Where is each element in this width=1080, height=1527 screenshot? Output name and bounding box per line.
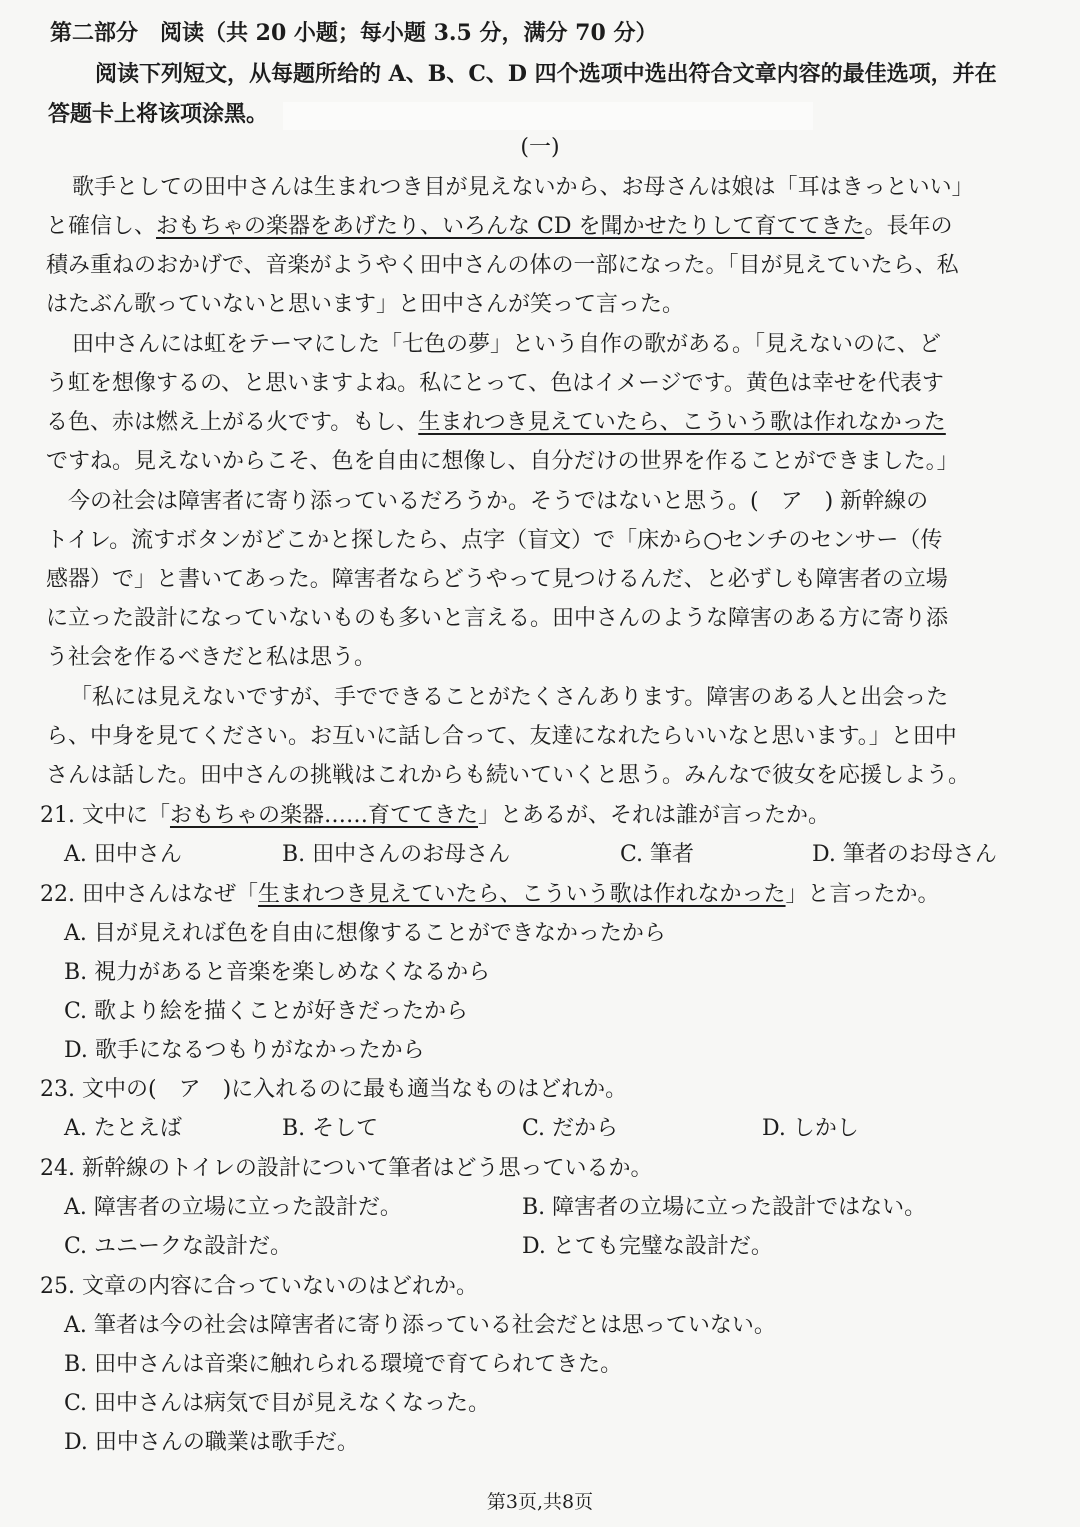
question-23: 23. 文中の( ア )に入れるのに最も適当なものはどれか。 — [40, 1077, 628, 1102]
p2-line-2: う虹を想像するの、と思いますよね。私にとって、色はイメージです。黄色は幸せを代表す — [46, 371, 944, 396]
p3-line-1: 今の社会は障害者に寄り添っているだろうか。そうではないと思う。( ア ) 新幹線の — [68, 489, 929, 514]
q25-option-b: B. 田中さんは音楽に触れられる環境で育てられてきた。 — [64, 1352, 623, 1377]
q23-option-a: A. たとえば — [64, 1116, 182, 1141]
p4-line-3: さんは話した。田中さんの挑戦はこれからも続いていくと思う。みんなで彼女を応援しよう。 — [46, 763, 971, 788]
q22-option-b: B. 視力があると音楽を楽しめなくなるから — [64, 960, 491, 985]
q22-option-c: C. 歌より絵を描くことが好きだったから — [64, 999, 469, 1024]
question-21: 21. 文中に「おもちゃの楽器……育ててきた」とあるが、それは誰が言ったか。 — [40, 803, 831, 828]
section-label: (一) — [520, 135, 560, 160]
p3-line-2: トイレ。流すボタンがどこかと探したら、点字（盲文）で「床から○センチのセンサー（传 — [46, 528, 943, 553]
p2-line-3: る色、赤は燃え上がる火です。もし、生まれつき見えていたら、こういう歌は作れなかった — [46, 410, 946, 435]
p1-line-1: 歌手としての田中さんは生まれつき目が見えないから、お母さんは娘は「耳はきっといい」 — [72, 175, 974, 200]
page-number: 第3页,共8页 — [486, 1491, 594, 1513]
q21-underlined-quote: おもちゃの楽器……育ててきた — [169, 803, 478, 828]
part-title: 第二部分 阅读（共 20 小题；每小题 3.5 分，满分 70 分） — [50, 20, 658, 46]
p4-line-2: ら、中身を見てください。お互いに話し合って、友達になれたらいいなと思います。」と田中 — [46, 724, 957, 749]
p1-line-4: はたぶん歌っていないと思います」と田中さんが笑って言った。 — [46, 292, 685, 317]
question-22: 22. 田中さんはなぜ「生まれつき見えていたら、こういう歌は作れなかった」と言ったか。 — [40, 882, 940, 907]
question-24: 24. 新幹線のトイレの設計について筆者はどう思っているか。 — [40, 1156, 653, 1181]
q24-option-c: C. ユニークな設計だ。 — [64, 1234, 293, 1259]
redaction-blank — [283, 102, 813, 130]
q25-option-d: D. 田中さんの職業は歌手だ。 — [64, 1430, 359, 1455]
p3-line-5: う社会を作るべきだと私は思う。 — [46, 645, 377, 670]
p3-line-4: に立った設計になっていないものも多いと言える。田中さんのような障害のある方に寄り添 — [46, 606, 949, 631]
p4-line-1: 「私には見えないですが、手でできることがたくさんあります。障害のある人と出会った — [70, 685, 949, 710]
p2-line-4: ですね。見えないからこそ、色を自由に想像し、自分だけの世界を作ることができました。」 — [46, 449, 959, 474]
q25-option-a: A. 筆者は今の社会は障害者に寄り添っている社会だとは思っていない。 — [64, 1313, 776, 1338]
q23-option-b: B. そして — [282, 1116, 379, 1141]
q21-option-a: A. 田中さん — [64, 842, 182, 867]
q21-option-b: B. 田中さんのお母さん — [282, 842, 511, 867]
underlined-phrase-2: 生まれつき見えていたら、こういう歌は作れなかった — [418, 410, 946, 435]
q21-option-c: C. 筆者 — [620, 842, 695, 867]
p3-line-3: 感器）で」と書いてあった。障害者ならどうやって見つけるんだ、と必ずしも障害者の立場 — [46, 567, 948, 592]
q22-option-a: A. 目が見えれば色を自由に想像することができなかったから — [64, 921, 666, 946]
q24-option-d: D. とても完璧な設計だ。 — [522, 1234, 773, 1259]
question-25: 25. 文章の内容に合っていないのはどれか。 — [40, 1274, 478, 1299]
q22-underlined-quote: 生まれつき見えていたら、こういう歌は作れなかった — [257, 882, 786, 907]
q24-option-a: A. 障害者の立場に立った設計だ。 — [64, 1195, 402, 1220]
underlined-phrase-1: おもちゃの楽器をあげたり、いろんな CD を聞かせたりして育ててきた — [156, 214, 865, 239]
p1-line-3: 積み重ねのおかげで、音楽がようやく田中さんの体の一部になった。「目が見えていたら、私 — [46, 253, 959, 278]
instruction-line-1: 阅读下列短文，从每题所给的 A、B、C、D 四个选项中选出符合文章内容的最佳选项，并在 — [95, 61, 997, 87]
q22-option-d: D. 歌手になるつもりがなかったから — [64, 1038, 425, 1063]
q21-option-d: D. 筆者のお母さん — [812, 842, 997, 867]
instruction-line-2: 答题卡上将该项涂黑。 — [48, 101, 269, 127]
q24-option-b: B. 障害者の立場に立った設計ではない。 — [522, 1195, 927, 1220]
p1-line-2: と確信し、おもちゃの楽器をあげたり、いろんな CD を聞かせたりして育ててきた。長年の — [46, 214, 953, 239]
q23-option-c: C. だから — [522, 1116, 619, 1141]
q23-option-d: D. しかし — [762, 1116, 859, 1141]
p2-line-1: 田中さんには虹をテーマにした「七色の夢」という自作の歌がある。「見えないのに、ど — [72, 332, 942, 357]
q25-option-c: C. 田中さんは病気で目が見えなくなった。 — [64, 1391, 491, 1416]
